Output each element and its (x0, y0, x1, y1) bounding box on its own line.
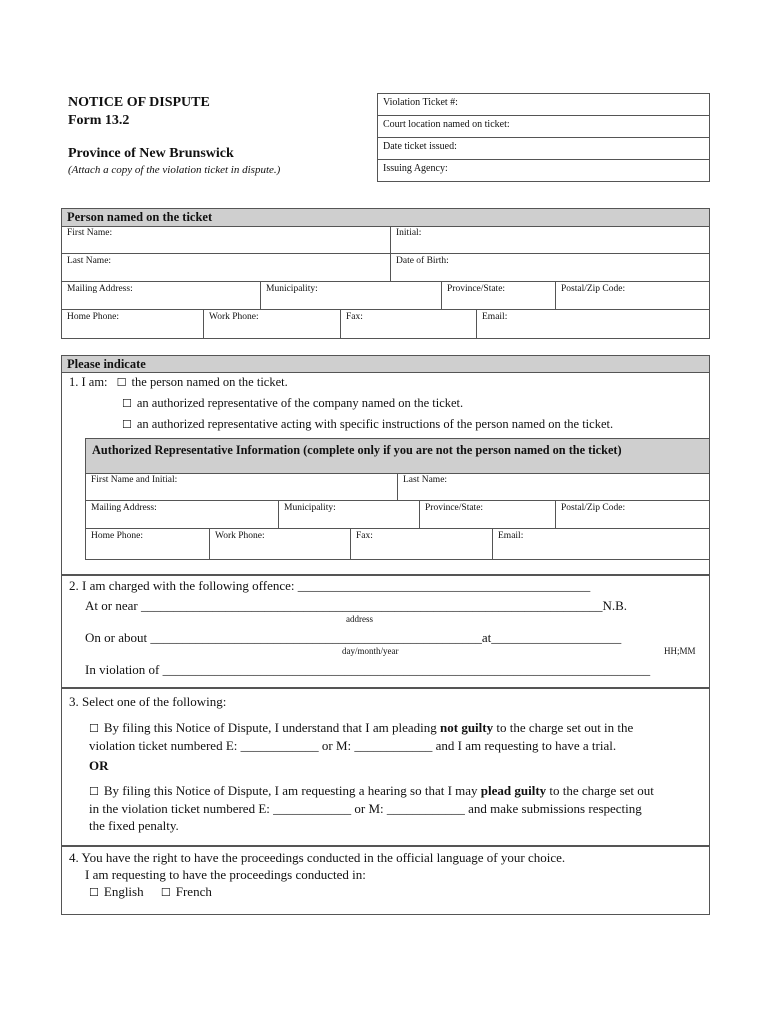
not-guilty-pre: By filing this Notice of Dispute, I understand that I am pleading (103, 720, 441, 735)
home-phone-field[interactable] (62, 310, 204, 338)
plead-guilty-bold: plead guilty (480, 783, 547, 798)
english-label: English (103, 884, 144, 899)
rep-municipality-field[interactable] (279, 501, 420, 529)
q3-or: OR (89, 758, 109, 773)
dob-label: Date of Birth: (396, 256, 449, 266)
q3-guilty-line2[interactable]: in the violation ticket numbered E: ____________ or M: ____________ and make submissions respecting (89, 801, 642, 816)
rep-email-field[interactable] (493, 529, 709, 559)
rep-fax-field[interactable] (351, 529, 493, 559)
opt-company-label: an authorized representative of the company named on the ticket. (136, 396, 464, 410)
q3-not-guilty-line1 (89, 720, 633, 736)
municipality-label: Municipality: (266, 284, 318, 294)
rep-info-box (85, 438, 710, 560)
rep-mailing-field[interactable] (86, 501, 279, 529)
mailing-address-field[interactable] (62, 282, 261, 310)
rep-work-phone-label: Work Phone: (215, 531, 265, 541)
q4-section (61, 846, 710, 915)
court-location-label: Court location named on ticket: (383, 119, 510, 130)
q2-address-caption: address (346, 614, 373, 624)
checkbox-plead-guilty-icon[interactable]: ☐ (89, 785, 99, 798)
first-name-field[interactable] (62, 226, 391, 254)
rep-province-field[interactable] (420, 501, 556, 529)
rep-postal-label: Postal/Zip Code: (561, 503, 626, 513)
province-label: Province/State: (447, 284, 506, 294)
fax-field[interactable] (341, 310, 477, 338)
person-section (61, 208, 710, 339)
indicate-heading: Please indicate (67, 357, 146, 371)
rep-province-label: Province/State: (425, 503, 484, 513)
issuing-agency-field[interactable] (378, 160, 709, 181)
person-heading: Person named on the ticket (67, 210, 213, 224)
person-heading-bar (62, 209, 709, 227)
checkbox-english-icon[interactable]: ☐ (89, 886, 99, 899)
checkbox-instructions-icon[interactable]: ☐ (122, 418, 132, 431)
q4-line1: 4. You have the right to have the proceedings conducted in the official language of your choice. (69, 850, 566, 865)
plead-guilty-post: to the charge set out (546, 783, 654, 798)
rep-home-phone-label: Home Phone: (91, 531, 143, 541)
q2-location-line[interactable]: At or near _______________________________________________________________________N.B. (85, 598, 628, 613)
ticket-info-box (377, 93, 710, 182)
last-name-field[interactable] (62, 254, 391, 282)
rep-municipality-label: Municipality: (284, 503, 336, 513)
home-phone-label: Home Phone: (67, 312, 119, 322)
indicate-heading-bar (62, 356, 709, 373)
rep-home-phone-field[interactable] (86, 529, 210, 559)
q2-violation-line[interactable]: In violation of ___________________________________________________________________________ (85, 662, 651, 677)
rep-fax-label: Fax: (356, 531, 373, 541)
rep-email-label: Email: (498, 531, 524, 541)
not-guilty-bold: not guilty (440, 720, 494, 735)
not-guilty-post: to the charge set out in the (493, 720, 634, 735)
q1-line (69, 375, 288, 390)
q2-section (61, 575, 710, 688)
work-phone-field[interactable] (204, 310, 341, 338)
dob-field[interactable] (391, 254, 709, 282)
q1-option-instructions (122, 417, 613, 432)
postal-code-field[interactable] (556, 282, 709, 310)
court-location-field[interactable] (378, 116, 709, 138)
q3-heading: 3. Select one of the following: (69, 694, 227, 709)
province-field[interactable] (442, 282, 556, 310)
first-name-label: First Name: (67, 228, 113, 238)
email-label: Email: (482, 312, 508, 322)
postal-code-label: Postal/Zip Code: (561, 284, 626, 294)
checkbox-person-icon[interactable]: ☐ (116, 376, 127, 389)
rep-first-name-label: First Name and Initial: (91, 475, 178, 485)
q4-language-options (89, 884, 212, 900)
rep-first-name-field[interactable] (86, 473, 398, 501)
q2-date-line[interactable]: On or about ___________________________________________________at____________________ (85, 630, 622, 645)
initial-field[interactable] (391, 226, 709, 254)
checkbox-french-icon[interactable]: ☐ (160, 886, 171, 899)
rep-mailing-label: Mailing Address: (91, 503, 157, 513)
opt-instructions-label: an authorized representative acting with specific instructions of the person named on the ticket. (136, 417, 614, 431)
rep-heading-bar (86, 439, 709, 474)
plead-guilty-pre: By filing this Notice of Dispute, I am requesting a hearing so that I may (103, 783, 481, 798)
checkbox-not-guilty-icon[interactable]: ☐ (89, 722, 99, 735)
violation-ticket-field[interactable] (378, 94, 709, 116)
rep-postal-field[interactable] (556, 501, 709, 529)
checkbox-company-icon[interactable]: ☐ (122, 397, 132, 410)
rep-work-phone-field[interactable] (210, 529, 351, 559)
date-issued-field[interactable] (378, 138, 709, 160)
attach-note: (Attach a copy of the violation ticket in dispute.) (68, 164, 281, 176)
email-field[interactable] (477, 310, 709, 338)
q4-line2: I am requesting to have the proceedings conducted in: (85, 867, 366, 882)
q3-section (61, 688, 710, 846)
fax-label: Fax: (346, 312, 363, 322)
q3-guilty-line3: the fixed penalty. (89, 818, 179, 833)
french-label: French (175, 884, 212, 899)
q1-option-company (122, 396, 463, 411)
q2-time-caption: HH;MM (664, 646, 696, 656)
mailing-address-label: Mailing Address: (67, 284, 133, 294)
opt-person-label: the person named on the ticket. (131, 375, 288, 389)
last-name-label: Last Name: (67, 256, 112, 266)
rep-heading: Authorized Representative Information (complete only if you are not the person named on the ticket) (92, 443, 622, 457)
issuing-agency-label: Issuing Agency: (383, 163, 448, 174)
form-title: NOTICE OF DISPUTE (68, 95, 210, 110)
q2-offence-line[interactable]: 2. I am charged with the following offence: _____________________________________________ (69, 578, 591, 593)
date-issued-label: Date ticket issued: (383, 141, 457, 152)
province-title: Province of New Brunswick (68, 146, 234, 161)
initial-label: Initial: (396, 228, 422, 238)
q3-guilty-line1 (89, 783, 654, 799)
q2-date-caption: day/month/year (342, 646, 399, 656)
rep-last-name-field[interactable] (398, 473, 709, 501)
rep-last-name-label: Last Name: (403, 475, 448, 485)
form-number: Form 13.2 (68, 113, 130, 128)
municipality-field[interactable] (261, 282, 442, 310)
q3-not-guilty-line2[interactable]: violation ticket numbered E: ____________ or M: ____________ and I am requesting to have a trial. (89, 738, 617, 753)
violation-ticket-label: Violation Ticket #: (383, 97, 458, 108)
work-phone-label: Work Phone: (209, 312, 259, 322)
indicate-section (61, 355, 710, 575)
q1-prefix: 1. I am: (69, 375, 108, 389)
